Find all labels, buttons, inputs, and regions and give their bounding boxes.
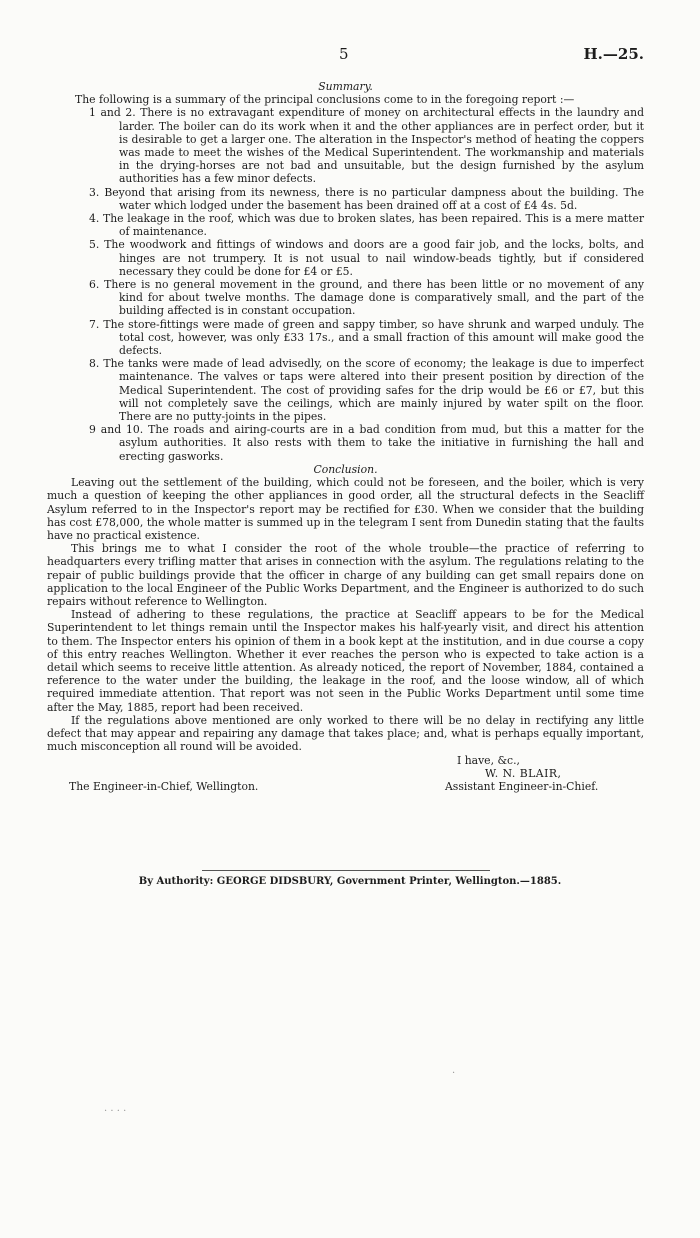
- summary-item: 7. The store-fittings were made of green and sappy timber, so have shrunk and warped unduly. The total cost, however, was only £33 17s., and a small fraction of this amount will make good the defects.: [89, 317, 644, 358]
- report-body: [47, 80, 644, 810]
- conclusion-paragraph: Leaving out the settlement of the building, which could not be foreseen, and the boiler, which is very much a question of keeping the other appliances in good order, all the structural defects in the Seacliff Asylum referred to in the Inspector's report may be rectified for £30. When we consider that the building has cost £78,000, the whole matter is summed up in the telegram I sent from Dunedin stating that the faults have no practical existence.: [47, 476, 644, 542]
- scan-speck: ·: [452, 1068, 456, 1079]
- summary-item: 6. There is no general movement in the ground, and there has been little or no movement of any kind for about twelve months. The damage done is comparatively small, and the part of the building affected is in constant occupation.: [89, 278, 644, 318]
- closing-greeting: I have, &c.,: [457, 754, 520, 768]
- summary-item: 9 and 10. The roads and airing-courts are in a bad condition from mud, but this a matter for the asylum authorities. It also rests with them to take the initiative in furnishing the hall and erecting gasworks.: [89, 423, 644, 463]
- summary-list: [47, 106, 644, 462]
- conclusion-paragraph: This brings me to what I consider the root of the whole trouble—the practice of referring to headquarters every trifling matter that arises in connection with the asylum. The regulations relating to the repair of public buildings provide that the officer in charge of any building can get small repairs done on application to the local Engineer of the Public Works Department, and the Engineer is authorized to do such repairs without reference to Wellington.: [47, 542, 644, 608]
- addressee: The Engineer-in-Chief, Wellington.: [69, 780, 259, 794]
- conclusion-paragraph: If the regulations above mentioned are only worked to there will be no delay in rectifying any little defect that may appear and repairing any damage that takes place; and, what is perhaps equally important, much misconception all round will be avoided.: [47, 713, 644, 754]
- document-reference: H.—25.: [583, 45, 644, 63]
- summary-item: 1 and 2. There is no extravagant expenditure of money on architectural effects in the laundry and larder. The boiler can do its work when it and the other appliances are in perfect order, but it is desirable to get a larger one. The alteration in the Inspector's method of heating the coppers was made to meet the wishes of the Medical Superintendent. The workmanship and materials in the drying-horses are not bad and unsuitable, but the design furnished by the asylum authorities has a few minor defects.: [89, 106, 644, 186]
- summary-item: 5. The woodwork and fittings of windows and doors are a good fair job, and the locks, bolts, and hinges are not trumpery. It is not usual to nail window-beads tightly, but if considered necessary they could be done for £4 or £5.: [89, 238, 644, 278]
- signer-title: Assistant Engineer-in-Chief.: [445, 780, 599, 794]
- summary-intro: The following is a summary of the principal conclusions come to in the foregoing report :—: [75, 93, 575, 107]
- summary-item: 3. Beyond that arising from its newness, there is no particular dampness about the building. The water which lodged under the basement has been drained off at a cost of £4 4s. 5d.: [89, 185, 644, 212]
- page-number: 5: [339, 45, 349, 63]
- conclusion-heading: Conclusion.: [313, 462, 378, 476]
- imprint-divider: [202, 870, 490, 871]
- printer-imprint: By Authority: GEORGE DIDSBURY, Government Printer, Wellington.—1885.: [138, 876, 562, 887]
- scan-speck: · · · ·: [104, 1106, 127, 1117]
- conclusion-paragraph: Instead of adhering to these regulations, the practice at Seacliff appears to be for the Medical Superintendent to let things remain until the Inspector makes his half-yearly visit, and direct his attention to them. The Inspector enters his opinion of them in a book kept at the institution, and in due course a copy of this entry reaches Wellington. Whether it ever reaches the person who is expected to take action is a detail which seems to receive little attention. As already noticed, the report of November, 1884, contained a reference to the water under the building, the leakage in the roof, and the loose window, all of which required immediate attention. That report was not seen in the Public Works Department until some time after the May, 1885, report had been received.: [47, 608, 644, 714]
- signature-block: [47, 754, 644, 810]
- summary-item: 4. The leakage in the roof, which was due to broken slates, has been repaired. This is a mere matter of maintenance.: [89, 212, 644, 239]
- signer-name: W. N. BLAIR,: [485, 767, 562, 781]
- summary-heading: Summary.: [318, 80, 373, 93]
- summary-item: 8. The tanks were made of lead advisedly, on the score of economy; the leakage is due to imperfect maintenance. The valves or taps were altered into their present position by direction of the Medical Superintendent. The cost of providing safes for the drip would be £6 or £7, but this will not completely save the ceilings, which are mainly injured by water spilt on the floor. There are no putty-joints in the pipes.: [89, 357, 644, 424]
